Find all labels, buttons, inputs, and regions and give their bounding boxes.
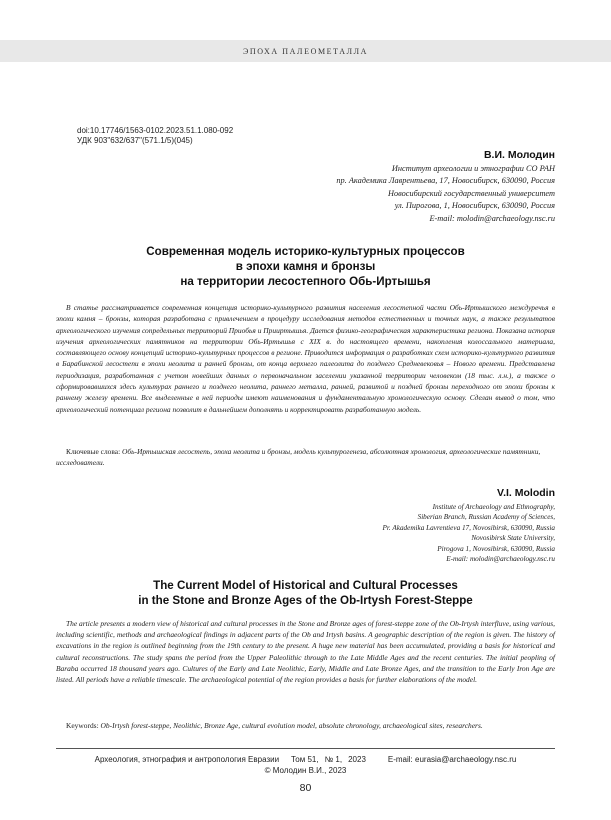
author-en: V.I. Molodin (497, 487, 555, 499)
affiliation-ru-line: Институт археологии и этнографии СО РАН (391, 164, 555, 173)
title-ru-line: на территории лесостепного Обь-Иртышья (180, 275, 431, 288)
journal-issue: № 1, (324, 755, 343, 764)
journal-name: Археология, этнография и антропология Евразии (94, 755, 280, 764)
article-identifiers (77, 126, 233, 146)
abstract-en: The article presents a modern view of historical and cultural processes in the Stone and Bronze ages of forest-steppe zone of the Ob-Irtysh interfluve, using various, including scientific, methods and archaeological findings in adjacent parts of the Ob and Irtysh basins. A geographic description of the region is given. The history of excavations in the region is outlined beginning from the 19th century to the present. A huge new material has been accumulated, providing a basis for historical and cultural reconstructions. The study spans the period from the Upper Paleolithic through to the Late Middle Ages and the recent centuries. The initial peopling of Baraba occurred 18 thousand years ago. Cultures of the Early and Late Neolithic, Early, Middle and Late Bronze Ages, and the transition to the Early Iron Age are listed. All periods have a reliable timescale. The archaeological potential of the region provides a basis for further elaborations of the model. (56, 619, 555, 685)
title-en (60, 578, 551, 608)
affiliation-ru (336, 163, 555, 225)
journal-volume: Том 51, (291, 755, 319, 764)
affiliation-en-line: Institute of Archaeology and Ethnography, (432, 503, 555, 511)
affiliation-ru-line: пр. Академика Лаврентьева, 17, Новосибирск, 630090, Россия (336, 176, 555, 186)
footer-copyright-row (56, 766, 555, 777)
journal-year: 2023 (348, 755, 366, 764)
footer-rule (56, 748, 555, 749)
keywords-ru (56, 446, 555, 468)
running-header: ЭПОХА ПАЛЕОМЕТАЛЛА (242, 46, 369, 56)
keywords-ru-list: Обь-Иртышская лесостепь, эпоха неолита и бронзы, модель культурогенеза, абсолютная хронология, археологические памятники, исследователи. (56, 447, 541, 468)
affiliation-en (383, 502, 555, 564)
affiliation-en-line: Pirogova 1, Novosibirsk, 630090, Russia (437, 544, 555, 553)
copyright: © Молодин В.И., 2023 (264, 765, 347, 775)
journal-footer (56, 755, 555, 776)
author-ru: В.И. Молодин (483, 149, 555, 161)
affiliation-en-line: Novosibirsk State University, (471, 534, 555, 543)
title-ru-line: Современная модель историко-культурных процессов (146, 245, 465, 258)
affiliation-en-line: Siberian Branch, Russian Academy of Sciences, (417, 513, 555, 522)
running-header-band (0, 40, 611, 62)
udk: УДК 903"632/637"(571.1/5)(045) (77, 136, 193, 145)
affiliation-ru-line: Новосибирский государственный университет (388, 188, 555, 198)
footer-journal-row (56, 755, 555, 766)
affiliation-en-line: Pr. Akademika Lavrentieva 17, Novosibirsk, 630090, Russia (382, 523, 555, 532)
title-en-line: The Current Model of Historical and Cultural Processes (153, 579, 458, 592)
keywords-ru-label: Ключевые слова: (66, 447, 121, 456)
doi: doi:10.17746/1563-0102.2023.51.1.080-092 (77, 126, 234, 135)
keywords-en-label: Keywords: (66, 721, 99, 730)
affiliation-ru-email: E-mail: molodin@archaeology.nsc.ru (429, 213, 555, 223)
keywords-en-list: Ob-Irtysh forest-steppe, Neolithic, Bronze Age, cultural evolution model, absolute chronology, archaeological sites, researchers. (100, 721, 483, 730)
title-ru-line: в эпохи камня и бронзы (235, 260, 376, 273)
journal-email: E-mail: eurasia@archaeology.nsc.ru (387, 755, 517, 764)
affiliation-ru-line: ул. Пирогова, 1, Новосибирск, 630090, Россия (394, 201, 555, 211)
affiliation-en-email: E-mail: molodin@archaeology.nsc.ru (446, 555, 555, 564)
keywords-en (56, 720, 555, 731)
title-ru (60, 244, 551, 289)
page-number: 80 (299, 782, 312, 794)
abstract-ru: В статье рассматривается современная концепция историко-культурного развития населения лесостепной части Обь-Иртышского междуречья в эпохи камня – бронзы, которая разработана с привлечением в процедуру исследования методов естественных и точных наук, а также результатов археологического изучения сопредельных территорий Приобья и Прииртышья. Дается физико-географическая характеристика региона. Показана история изучения археологических памятников на территории Обь-Иртышья с XIX в. до настоящего времени, накопления колоссального материала, составляющего основу концепций историко-культурных процессов в регионе. Приводится информация о разработках схем историко-культурного развития в Барабинской лесостепи в эпохи неолита и ранней бронзы, от конца верхнего палеолита до позднего Средневековья – Нового времени. Представлена периодизация, разработанная с учетом новейших данных о первоначальном заселении указанной территории человеком (18 тыс. л.н.), а также о сформировавшихся здесь культурах раннего и позднего неолита, раннего металла, ранней, развитой и поздней бронзы переходного от эпохи бронзы к раннему железу времени. Все выделенные в ней периоды имеют наименования и фундаментальную хронологическую основу. Сделан вывод о том, что археологический потенциал региона позволит в дальнейшем дополнять и корректировать разработанную модель. (56, 303, 555, 414)
title-en-line: in the Stone and Bronze Ages of the Ob-Irtysh Forest-Steppe (138, 594, 473, 607)
